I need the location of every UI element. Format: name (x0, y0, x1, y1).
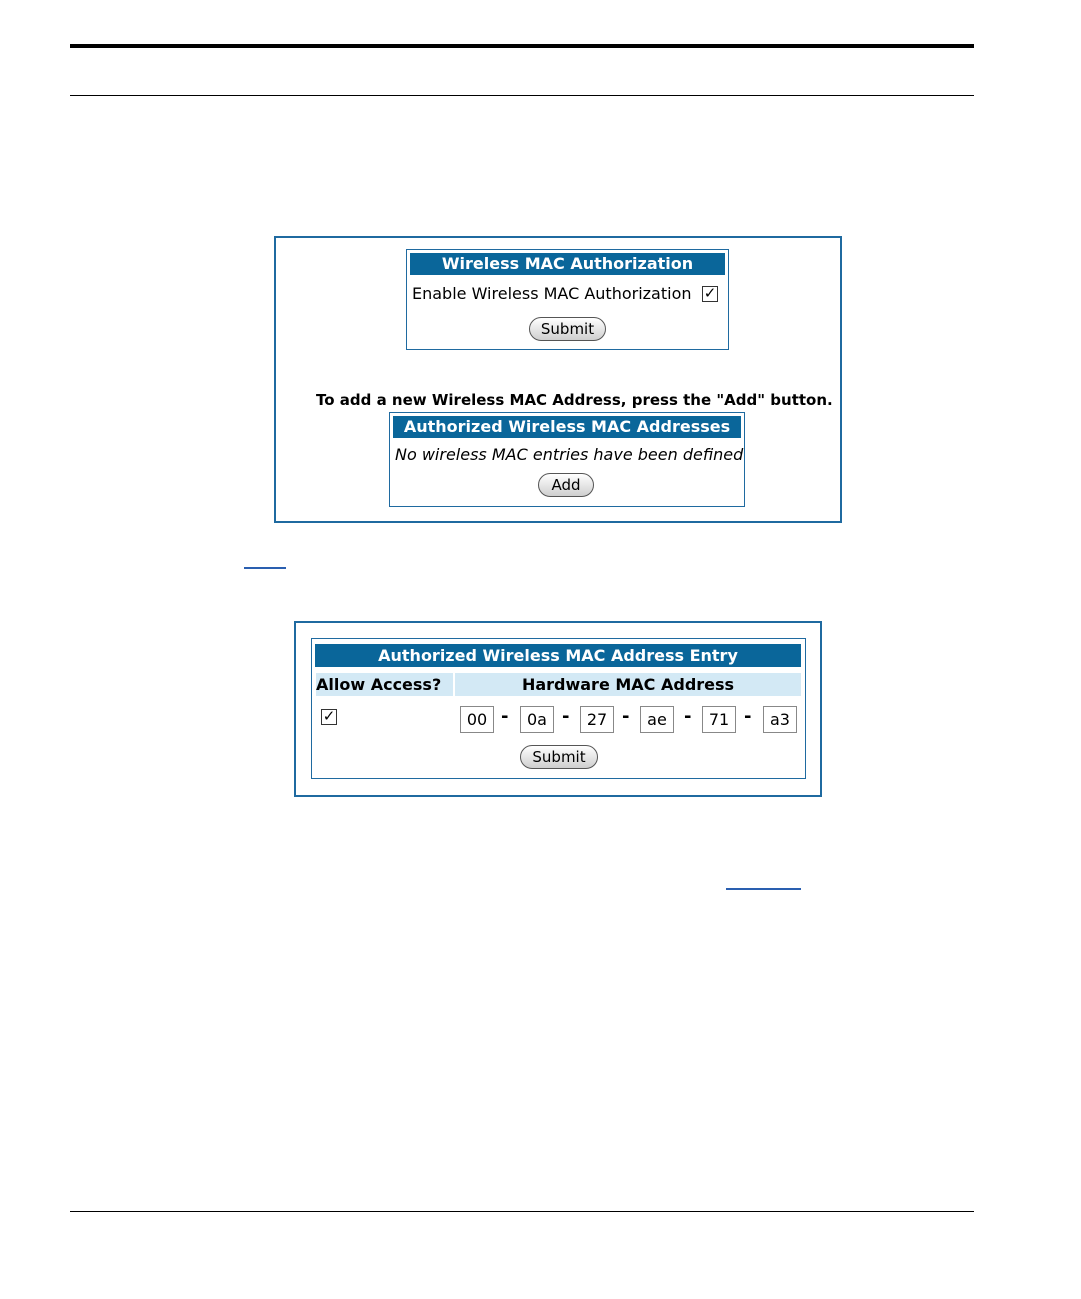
top-thin-rule (70, 95, 974, 96)
add-mac-button[interactable]: Add (538, 473, 594, 497)
mac-separator: - (501, 706, 509, 727)
mac-octet-6[interactable]: a3 (763, 706, 797, 733)
add-instruction-text: To add a new Wireless MAC Address, press the "Add" button. (316, 391, 833, 409)
mac-authorization-title: Wireless MAC Authorization (410, 253, 725, 275)
cross-reference-link-2[interactable] (726, 888, 801, 890)
allow-access-header: Allow Access? (316, 673, 453, 696)
mac-octet-4[interactable]: ae (640, 706, 674, 733)
mac-authorization-panel (406, 249, 729, 350)
mac-octet-5[interactable]: 71 (702, 706, 736, 733)
cross-reference-link[interactable] (244, 567, 286, 569)
mac-separator: - (684, 706, 692, 727)
mac-entry-panel (311, 638, 806, 779)
mac-separator: - (744, 706, 752, 727)
check-icon: ✓ (322, 707, 336, 725)
mac-entry-figure (294, 621, 822, 797)
mac-octet-1[interactable]: 00 (460, 706, 494, 733)
bottom-thin-rule (70, 1211, 974, 1212)
mac-octet-2[interactable]: 0a (520, 706, 554, 733)
mac-separator: - (622, 706, 630, 727)
enable-mac-authorization-checkbox[interactable] (702, 286, 718, 302)
check-icon: ✓ (703, 284, 717, 302)
mac-entry-submit-button[interactable]: Submit (520, 745, 598, 769)
mac-entry-title: Authorized Wireless MAC Address Entry (315, 644, 801, 667)
authorized-mac-list-panel (389, 412, 745, 507)
allow-access-checkbox[interactable] (321, 709, 337, 725)
mac-authorization-figure (274, 236, 842, 523)
mac-octet-3[interactable]: 27 (580, 706, 614, 733)
top-thick-rule (70, 44, 974, 48)
hardware-mac-header: Hardware MAC Address (455, 673, 801, 696)
mac-authorization-submit-button[interactable]: Submit (529, 317, 606, 341)
enable-mac-authorization-label: Enable Wireless MAC Authorization (412, 284, 692, 303)
authorized-mac-list-title: Authorized Wireless MAC Addresses (393, 416, 741, 438)
mac-separator: - (562, 706, 570, 727)
no-entries-message: No wireless MAC entries have been defined (395, 445, 744, 464)
